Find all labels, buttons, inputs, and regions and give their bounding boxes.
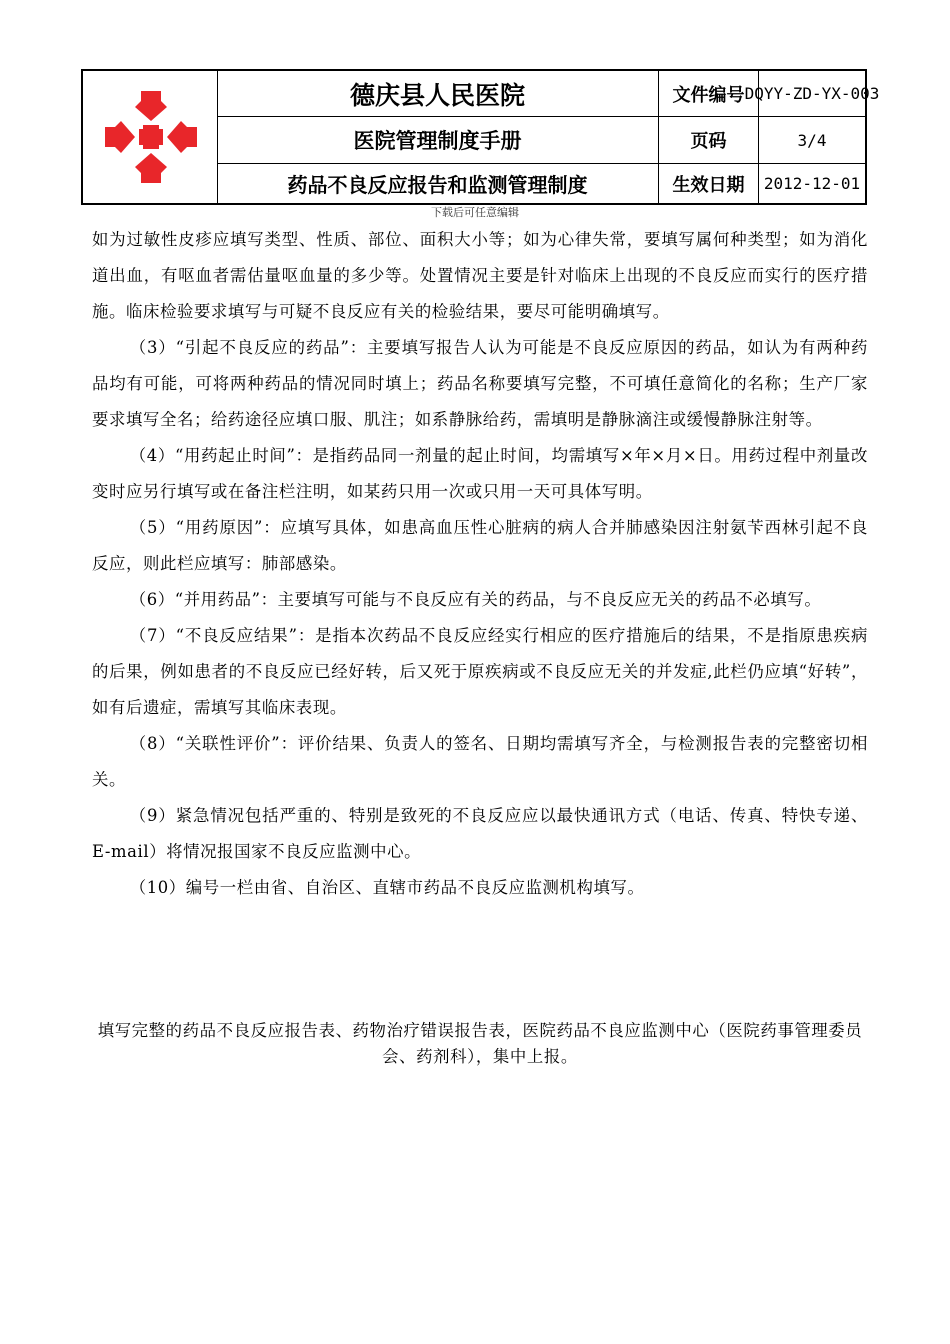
body-paragraph: （6）“并用药品”：主要填写可能与不良反应有关的药品，与不良反应无关的药品不必填写。 bbox=[129, 590, 822, 609]
body-paragraph: （3）“引起不良反应的药品”：主要填写报告人认为可能是不良反应原因的药品，如认为有两种药品均有可能，可将两种药品的情况同时填上；药品名称要填写完整，不可填任意简化的名称；生产厂家要求填写全名；给药途径应填口服、肌注；如系静脉给药，需填明是静脉滴注或缓慢静脉注射等。 bbox=[92, 338, 868, 429]
body-paragraph: （4）“用药起止时间”：是指药品同一剂量的起止时间，均需填写×年×月×日。用药过程中剂量改变时应另行填写或在备注栏注明，如某药只用一次或只用一天可具体写明。 bbox=[92, 446, 868, 501]
hospital-cross-logo bbox=[105, 91, 197, 183]
effective-date-label: 生效日期 bbox=[659, 164, 759, 203]
hospital-name: 德庆县人民医院 bbox=[217, 71, 659, 117]
body-paragraph: （7）“不良反应结果”：是指本次药品不良反应经实行相应的医疗措施后的结果，不是指原患疾病的后果，例如患者的不良反应已经好转，后又死于原疾病或不良反应无关的并发症,此栏仍应填“好转”，如有后遗症，需填写其临床表现。 bbox=[92, 626, 868, 717]
logo-cell bbox=[83, 71, 218, 203]
manual-title: 医院管理制度手册 bbox=[217, 117, 659, 164]
body-paragraph: 如为过敏性皮疹应填写类型、性质、部位、面积大小等；如为心律失常，要填写属何种类型；如为消化道出血，有呕血者需估量呕血量的多少等。处置情况主要是针对临床上出现的不良反应而实行的医疗措施。临床检验要求填写与可疑不良反应有关的检验结果，要尽可能明确填写。 bbox=[92, 230, 868, 321]
page-label: 页码 bbox=[659, 117, 759, 164]
body-paragraph: （5）“用药原因”：应填写具体，如患高血压性心脏病的病人合并肺感染因注射氨苄西林引起不良反应，则此栏应填写：肺部感染。 bbox=[92, 518, 868, 573]
document-header-table bbox=[81, 69, 880, 205]
file-number-value: DQYY-ZD-YX-003 bbox=[759, 71, 865, 117]
page-number-value: 3/4 bbox=[759, 117, 865, 164]
download-watermark: 下载后可任意编辑 bbox=[431, 206, 519, 219]
body-paragraph: （8）“关联性评价”：评价结果、负责人的签名、日期均需填写齐全，与检测报告表的完整密切相关。 bbox=[92, 734, 868, 789]
document-title: 药品不良反应报告和监测管理制度 bbox=[217, 164, 659, 203]
effective-date-value: 2012-12-01 bbox=[763, 174, 861, 193]
body-paragraph: （9）紧急情况包括严重的、特别是致死的不良反应应以最快通讯方式（电话、传真、特快专递、E-mail）将情况报国家不良反应监测中心。 bbox=[92, 806, 868, 861]
file-number-label: 文件编号 bbox=[659, 71, 759, 117]
body-paragraph: （10）编号一栏由省、自治区、直辖市药品不良反应监测机构填写。 bbox=[129, 878, 645, 897]
closing-note: 填写完整的药品不良反应报告表、药物治疗错误报告表，医院药品不良应监测中心（医院药事管理委员会、药剂科），集中上报。 bbox=[97, 1021, 863, 1066]
document-body bbox=[92, 222, 868, 906]
